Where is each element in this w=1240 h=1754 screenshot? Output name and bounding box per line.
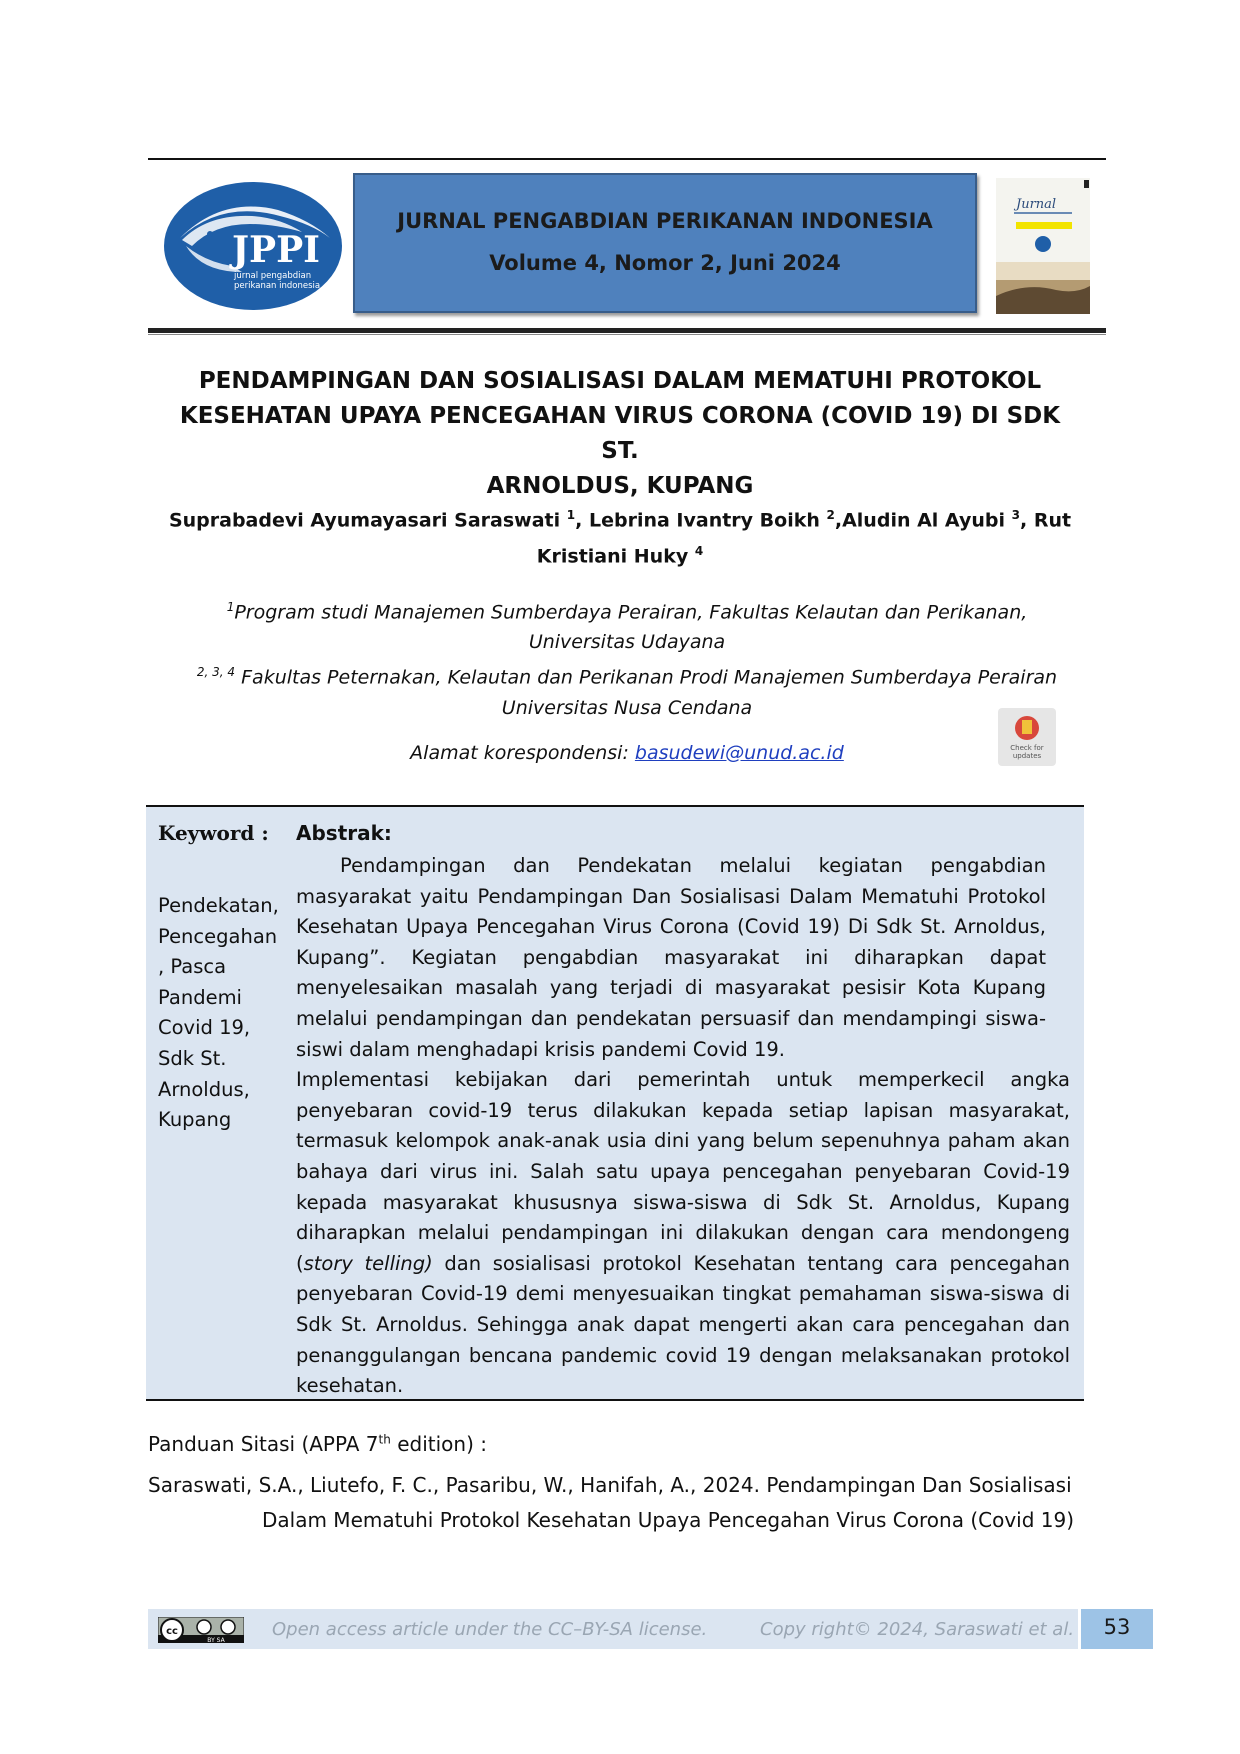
correspondence <box>148 742 1106 764</box>
citation-label <box>148 1432 487 1456</box>
page-number: 53 <box>1081 1609 1153 1649</box>
journal-volume: Volume 4, Nomor 2, Juni 2024 <box>489 251 841 275</box>
license-text: Open access article under the CC–BY-SA license. <box>272 1619 708 1640</box>
author-list: Suprabadevi Ayumayasari Saraswati $^1$, Lebrina Ivantry Boikh $^2$,Aludin Al Ayubi $^3$, Rut Kristiani Huky $^4$ <box>168 508 1072 568</box>
keyword-item: Pendekatan, <box>158 894 279 917</box>
check-for-updates-badge[interactable] <box>998 708 1056 766</box>
keyword-item: , Pasca <box>158 955 227 979</box>
badge-bookmark <box>1022 720 1032 734</box>
cover-title: Jurnal <box>1016 197 1057 212</box>
by-icon <box>197 1620 211 1634</box>
cover-logo <box>1035 236 1051 252</box>
affiliation-2 <box>148 657 1106 692</box>
affiliations <box>148 592 1106 723</box>
citation-line-2: Dalam Mematuhi Protokol Kesehatan Upaya Pencegahan Virus Corona (Covid 19) <box>262 1508 1075 1532</box>
affil-text: Program studi Manajemen Sumberdaya Perairan, Fakultas Kelautan dan Perikanan, <box>234 601 1028 624</box>
affiliation-1 <box>148 592 1106 627</box>
title-line: PENDAMPINGAN DAN SOSIALISASI DALAM MEMATUHI PROTOKOL <box>198 368 1042 394</box>
cc-by-sa-license-icon[interactable] <box>158 1617 244 1643</box>
copyright-text: Copy right© 2024, Saraswati et al. <box>760 1619 1075 1640</box>
keyword-item: Sdk St. <box>158 1046 227 1070</box>
title-line: ARNOLDUS, KUPANG <box>486 473 754 499</box>
journal-name: JURNAL PENGABDIAN PERIKANAN INDONESIA <box>397 209 933 233</box>
abstract-text-span: Implementasi kebijakan dari pemerintah untuk memperkecil angka penyebaran covid-19 terus dilakukan kepada setiap lapisan masyarakat, termasuk kelompok anak-anak usia dini yang belum sepenuhnya paham akan bahaya dari virus ini. Salah satu upaya pencegahan penyebaran Covid-19 kepada masyarakat khususnya siswa-siswa di Sdk St. Arnoldus, Kupang diharapkan melalui pendampingan ini dilakukan dengan cara mendongeng ( <box>296 1068 1070 1275</box>
affil-marker: 1 <box>226 600 235 614</box>
keyword-heading: Keyword : <box>158 821 269 845</box>
citation-label-text: Panduan Sitasi (APPA 7 <box>148 1432 379 1456</box>
citation-label-text: edition) : <box>390 1432 487 1456</box>
badge-text-2: updates <box>1012 752 1042 760</box>
badge-text: Check for <box>1010 744 1044 752</box>
title-line: KESEHATAN UPAYA PENCEGAHAN VIRUS CORONA (COVID 19) DI SDK ST. <box>179 403 1061 464</box>
affil-text: Fakultas Peternakan, Kelautan dan Perikanan Prodi Manajemen Sumberdaya Perairan <box>241 666 1058 689</box>
keyword-item: Kupang <box>158 1108 232 1132</box>
correspondence-email-link[interactable]: basudewi@unud.ac.id <box>634 742 844 764</box>
logo-subtext: jurnal pengabdian <box>234 271 312 281</box>
header-bottom-rule <box>148 328 1106 333</box>
journal-cover-image <box>996 178 1090 314</box>
page-footer <box>148 1609 1078 1649</box>
author-affil-ref: 1 <box>566 508 576 522</box>
author-affil-ref: 3 <box>1011 508 1020 522</box>
author-affil-ref: 2 <box>826 508 835 522</box>
cc-label: BY SA <box>207 1637 225 1643</box>
citation-text <box>148 1468 1088 1538</box>
jppi-logo <box>162 180 344 312</box>
cover-yellow-band <box>1016 222 1072 229</box>
abstract-heading: Abstrak: <box>296 821 392 845</box>
keyword-list <box>158 891 279 1136</box>
fish-eye <box>207 231 213 237</box>
author-name: Rut <box>1033 509 1072 532</box>
abstract-box <box>146 805 1084 1401</box>
keyword-item: Pencegahan <box>158 924 278 948</box>
cover-sky <box>996 262 1090 280</box>
header-top-rule <box>148 158 1106 160</box>
article-title <box>160 364 1080 504</box>
author-name: Lebrina Ivantry Boikh <box>588 509 820 532</box>
citation-line-1: Saraswati, S.A., Liutefo, F. C., Pasaribu, W., Hanifah, A., 2024. Pendampingan Dan Sosialisasi <box>148 1473 1072 1497</box>
affiliation-2-line2: Universitas Nusa Cendana <box>501 696 753 719</box>
keyword-item: Covid 19, <box>158 1016 251 1040</box>
author-name: Kristiani Huky <box>536 545 689 568</box>
affiliation-1-line2: Universitas Udayana <box>528 631 726 654</box>
logo-text: JPPI <box>232 229 321 271</box>
abstract-text-span: dan sosialisasi protokol Kesehatan tentang cara pencegahan penyebaran Covid-19 demi menyesuaikan tingkat pemahaman siswa-siswa di Sdk St. Arnoldus. Sehingga anak dapat mengerti akan cara pencegahan dan penanggulangan bencana pandemic covid 19 dengan melaksanakan protokol kesehatan. <box>296 1251 1070 1398</box>
abstract-paragraph-1: Pendampingan dan Pendekatan melalui kegiatan pengabdian masyarakat yaitu Pendampingan Dan Sosialisasi Dalam Mematuhi Protokol Kesehatan Upaya Pencegahan Virus Corona (Covid 19) Di Sdk St. Arnoldus, Kupang”. Kegiatan pengabdian masyarakat ini diharapkan dapat menyelesaikan masalah yang terjadi di masyarakat pesisir Kota Kupang melalui pendampingan dan pendekatan persuasif dan mendampingi siswa-siswi dalam menghadapi krisis pandemi Covid 19. <box>296 854 1046 1061</box>
author-name: Aludin Al Ayubi <box>842 509 1005 532</box>
logo-subtext-2: perikanan indonesia <box>234 281 321 291</box>
correspondence-label: Alamat korespondensi: <box>410 742 629 764</box>
keyword-item: Arnoldus, <box>158 1077 250 1101</box>
header-bottom-rule-thin <box>148 334 1106 335</box>
abstract-italic-term: story telling) <box>303 1251 433 1275</box>
affil-marker: 2, 3, 4 <box>196 665 236 680</box>
citation-label-sup: th <box>378 1432 391 1447</box>
cc-icon-text: cc <box>166 1626 178 1637</box>
abstract-text <box>296 851 1070 1402</box>
sa-icon <box>221 1620 235 1634</box>
author-name: Suprabadevi Ayumayasari Saraswati <box>168 509 561 532</box>
abstract-paragraph-2 <box>296 1065 1070 1402</box>
author-affil-ref: 4 <box>694 544 704 559</box>
cover-mark <box>1084 180 1089 188</box>
journal-banner <box>353 173 977 313</box>
cover-subtitle-line <box>1014 212 1072 214</box>
keyword-item: Pandemi <box>158 985 242 1009</box>
